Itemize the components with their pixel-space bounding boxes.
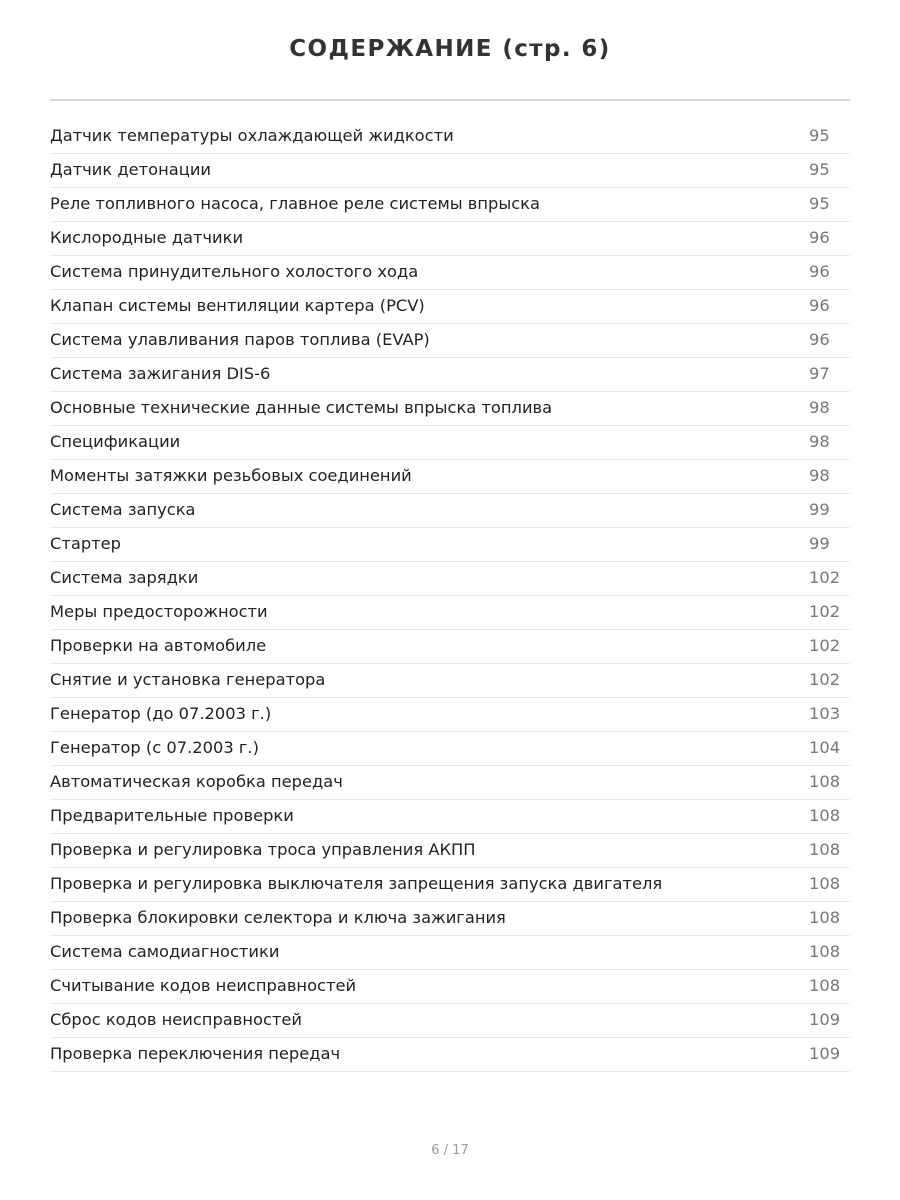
toc-entry[interactable] (50, 358, 850, 392)
toc-entry-title[interactable]: Моменты затяжки резьбовых соединений (50, 466, 412, 485)
toc-entry-page-number: 98 (809, 398, 830, 417)
toc-entry[interactable] (50, 902, 850, 936)
toc-entry-title[interactable]: Кислородные датчики (50, 228, 244, 247)
toc-entry-title[interactable]: Считывание кодов неисправностей (50, 976, 357, 995)
toc-entry-title[interactable]: Меры предосторожности (50, 602, 268, 621)
toc-entry-title[interactable]: Проверка и регулировка троса управления АКПП (50, 840, 476, 859)
toc-entry-page-number: 109 (809, 1044, 841, 1063)
toc-entry[interactable] (50, 630, 850, 664)
toc-entry-page-number: 108 (809, 772, 841, 791)
toc-entry-title[interactable]: Проверка переключения передач (50, 1044, 341, 1063)
toc-entry[interactable] (50, 290, 850, 324)
title-divider (50, 99, 850, 101)
toc-entry[interactable] (50, 698, 850, 732)
toc-entry[interactable] (50, 732, 850, 766)
toc-entry[interactable] (50, 494, 850, 528)
toc-entry-title[interactable]: Стартер (50, 534, 121, 553)
toc-entry-page-number: 96 (809, 330, 830, 349)
toc-entry[interactable] (50, 562, 850, 596)
toc-entry-page-number: 96 (809, 296, 830, 315)
toc-entry-page-number: 95 (809, 160, 830, 179)
toc-entry-page-number: 96 (809, 262, 830, 281)
toc-entry-title[interactable]: Реле топливного насоса, главное реле системы впрыска (50, 194, 540, 213)
toc-entry-title[interactable]: Датчик детонации (50, 160, 211, 179)
toc-entry-title[interactable]: Автоматическая коробка передач (50, 772, 343, 791)
toc-entry[interactable] (50, 970, 850, 1004)
toc-entry-page-number: 108 (809, 942, 841, 961)
toc-entry-title[interactable]: Предварительные проверки (50, 806, 294, 825)
toc-entry-page-number: 108 (809, 806, 841, 825)
toc-entry-title[interactable]: Датчик температуры охлаждающей жидкости (50, 126, 454, 145)
toc-entry[interactable] (50, 834, 850, 868)
toc-entry-title[interactable]: Система зарядки (50, 568, 199, 587)
toc-entry-page-number: 108 (809, 908, 841, 927)
toc-entry-page-number: 102 (809, 636, 841, 655)
toc-entry-page-number: 108 (809, 874, 841, 893)
toc-entry[interactable] (50, 528, 850, 562)
toc-entry-title[interactable]: Проверка и регулировка выключателя запрещения запуска двигателя (50, 874, 663, 893)
toc-entry-page-number: 96 (809, 228, 830, 247)
toc-entry[interactable] (50, 800, 850, 834)
toc-entry-page-number: 102 (809, 602, 841, 621)
toc-entry-title[interactable]: Спецификации (50, 432, 181, 451)
toc-entry[interactable] (50, 222, 850, 256)
toc-entry-page-number: 98 (809, 466, 830, 485)
toc-entry[interactable] (50, 936, 850, 970)
toc-entry-title[interactable]: Система улавливания паров топлива (EVAP) (50, 330, 430, 349)
toc-entry[interactable] (50, 324, 850, 358)
toc-entry-page-number: 104 (809, 738, 841, 757)
toc-entry[interactable] (50, 120, 850, 154)
toc-entry[interactable] (50, 426, 850, 460)
toc-entry[interactable] (50, 766, 850, 800)
toc-entry[interactable] (50, 596, 850, 630)
toc-entry-title[interactable]: Проверки на автомобиле (50, 636, 267, 655)
toc-entry[interactable] (50, 392, 850, 426)
toc-entry-title[interactable]: Система зажигания DIS-6 (50, 364, 271, 383)
toc-entry-page-number: 108 (809, 976, 841, 995)
page-title: СОДЕРЖАНИЕ (стр. 6) (289, 36, 611, 62)
toc-entry-title[interactable]: Система принудительного холостого хода (50, 262, 419, 281)
toc-entry-page-number: 95 (809, 126, 830, 145)
toc-entry-page-number: 103 (809, 704, 841, 723)
toc-entry-title[interactable]: Система запуска (50, 500, 196, 519)
toc-entry[interactable] (50, 868, 850, 902)
toc-entry-page-number: 95 (809, 194, 830, 213)
toc-entry-title[interactable]: Проверка блокировки селектора и ключа зажигания (50, 908, 506, 927)
toc-entry[interactable] (50, 188, 850, 222)
toc-entry[interactable] (50, 664, 850, 698)
page-indicator: 6 / 17 (431, 1143, 469, 1158)
toc-entry-page-number: 102 (809, 670, 841, 689)
toc-entry-title[interactable]: Сброс кодов неисправностей (50, 1010, 303, 1029)
toc-entry-page-number: 97 (809, 364, 830, 383)
toc-entry-title[interactable]: Клапан системы вентиляции картера (PCV) (50, 296, 425, 315)
toc-entry-title[interactable]: Снятие и установка генератора (50, 670, 326, 689)
toc-entry-page-number: 99 (809, 534, 830, 553)
toc-entry[interactable] (50, 460, 850, 494)
toc-entry-title[interactable]: Генератор (до 07.2003 г.) (50, 704, 272, 723)
toc-entry-title[interactable]: Генератор (с 07.2003 г.) (50, 738, 259, 757)
toc-entry[interactable] (50, 1038, 850, 1072)
toc-entry-page-number: 102 (809, 568, 841, 587)
toc-entry-title[interactable]: Основные технические данные системы впрыска топлива (50, 398, 553, 417)
table-of-contents (50, 120, 850, 1072)
toc-entry-title[interactable]: Система самодиагностики (50, 942, 280, 961)
toc-entry[interactable] (50, 154, 850, 188)
toc-entry-page-number: 98 (809, 432, 830, 451)
toc-entry[interactable] (50, 256, 850, 290)
toc-entry-page-number: 108 (809, 840, 841, 859)
toc-entry-page-number: 99 (809, 500, 830, 519)
toc-entry[interactable] (50, 1004, 850, 1038)
toc-entry-page-number: 109 (809, 1010, 841, 1029)
